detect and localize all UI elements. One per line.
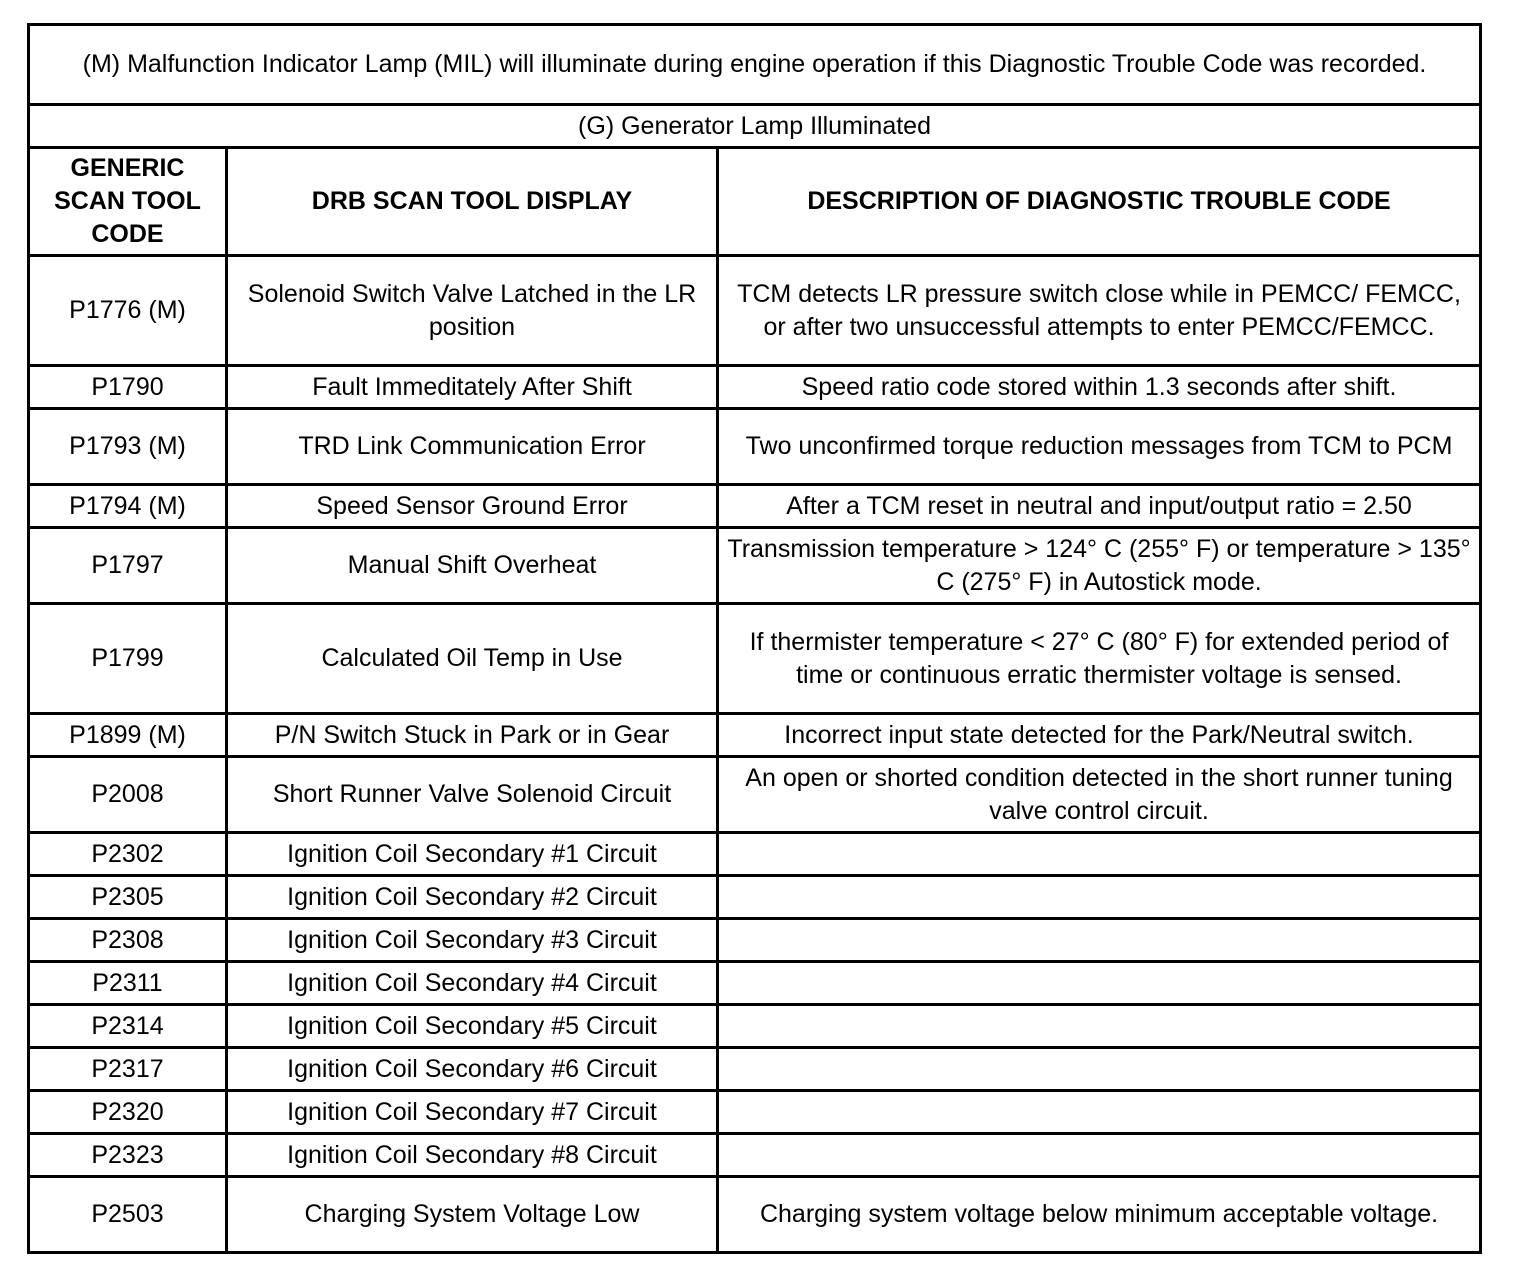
description-cell — [718, 1005, 1481, 1048]
dtc-code-cell: P2302 — [29, 833, 227, 876]
table-row — [29, 409, 1481, 485]
table-row — [29, 714, 1481, 757]
scan-tool-display-cell: Calculated Oil Temp in Use — [227, 604, 718, 714]
dtc-code-cell: P2320 — [29, 1091, 227, 1134]
header-description: DESCRIPTION OF DIAGNOSTIC TROUBLE CODE — [718, 148, 1481, 256]
description-cell: If thermister temperature < 27° C (80° F) for extended period of time or continuous erratic thermister voltage is sensed. — [718, 604, 1481, 714]
description-cell: Two unconfirmed torque reduction messages from TCM to PCM — [718, 409, 1481, 485]
scan-tool-display-cell: Ignition Coil Secondary #1 Circuit — [227, 833, 718, 876]
dtc-code-cell: P1899 (M) — [29, 714, 227, 757]
scan-tool-display-cell: Ignition Coil Secondary #6 Circuit — [227, 1048, 718, 1091]
description-cell: Speed ratio code stored within 1.3 seconds after shift. — [718, 366, 1481, 409]
dtc-code-cell: P1793 (M) — [29, 409, 227, 485]
note-row-mil — [29, 25, 1481, 105]
dtc-code-cell: P2317 — [29, 1048, 227, 1091]
table-row — [29, 528, 1481, 604]
dtc-code-cell: P1799 — [29, 604, 227, 714]
dtc-code-cell: P1776 (M) — [29, 256, 227, 366]
table-row — [29, 1134, 1481, 1177]
description-cell: Charging system voltage below minimum acceptable voltage. — [718, 1177, 1481, 1253]
scan-tool-display-cell: Ignition Coil Secondary #2 Circuit — [227, 876, 718, 919]
description-cell — [718, 919, 1481, 962]
dtc-code-cell: P1794 (M) — [29, 485, 227, 528]
dtc-code-cell: P2323 — [29, 1134, 227, 1177]
dtc-code-cell: P2308 — [29, 919, 227, 962]
dtc-code-cell: P1797 — [29, 528, 227, 604]
scan-tool-display-cell: Ignition Coil Secondary #3 Circuit — [227, 919, 718, 962]
table-row — [29, 962, 1481, 1005]
table-row — [29, 919, 1481, 962]
dtc-code-cell: P2314 — [29, 1005, 227, 1048]
table-row — [29, 1048, 1481, 1091]
description-cell — [718, 962, 1481, 1005]
dtc-code-cell: P2311 — [29, 962, 227, 1005]
description-cell: After a TCM reset in neutral and input/output ratio = 2.50 — [718, 485, 1481, 528]
table-row — [29, 604, 1481, 714]
scan-tool-display-cell: Speed Sensor Ground Error — [227, 485, 718, 528]
table-row — [29, 757, 1481, 833]
header-display: DRB SCAN TOOL DISPLAY — [227, 148, 718, 256]
description-cell — [718, 1134, 1481, 1177]
dtc-code-cell: P2305 — [29, 876, 227, 919]
note-row-generator — [29, 105, 1481, 148]
header-code: GENERIC SCAN TOOL CODE — [29, 148, 227, 256]
scan-tool-display-cell: Solenoid Switch Valve Latched in the LR position — [227, 256, 718, 366]
scan-tool-display-cell: Short Runner Valve Solenoid Circuit — [227, 757, 718, 833]
table-row — [29, 1005, 1481, 1048]
header-row — [29, 148, 1481, 256]
description-cell: Incorrect input state detected for the Park/Neutral switch. — [718, 714, 1481, 757]
dtc-code-cell: P2503 — [29, 1177, 227, 1253]
generator-note: (G) Generator Lamp Illuminated — [29, 105, 1481, 148]
table-row — [29, 1177, 1481, 1253]
table-row — [29, 366, 1481, 409]
scan-tool-display-cell: Charging System Voltage Low — [227, 1177, 718, 1253]
table-row — [29, 485, 1481, 528]
dtc-code-cell: P2008 — [29, 757, 227, 833]
table-row — [29, 833, 1481, 876]
scan-tool-display-cell: Ignition Coil Secondary #7 Circuit — [227, 1091, 718, 1134]
description-cell — [718, 876, 1481, 919]
scan-tool-display-cell: Ignition Coil Secondary #4 Circuit — [227, 962, 718, 1005]
scan-tool-display-cell: Ignition Coil Secondary #5 Circuit — [227, 1005, 718, 1048]
dtc-code-cell: P1790 — [29, 366, 227, 409]
description-cell: An open or shorted condition detected in the short runner tuning valve control circuit. — [718, 757, 1481, 833]
description-cell: TCM detects LR pressure switch close while in PEMCC/ FEMCC, or after two unsuccessful attempts to enter PEMCC/FEMCC. — [718, 256, 1481, 366]
table-row — [29, 876, 1481, 919]
scan-tool-display-cell: Manual Shift Overheat — [227, 528, 718, 604]
scan-tool-display-cell: Fault Immeditately After Shift — [227, 366, 718, 409]
description-cell — [718, 1048, 1481, 1091]
table-row — [29, 1091, 1481, 1134]
mil-note: (M) Malfunction Indicator Lamp (MIL) will illuminate during engine operation if this Diagnostic Trouble Code was recorded. — [29, 25, 1481, 105]
scan-tool-display-cell: P/N Switch Stuck in Park or in Gear — [227, 714, 718, 757]
scan-tool-display-cell: Ignition Coil Secondary #8 Circuit — [227, 1134, 718, 1177]
table-row — [29, 256, 1481, 366]
dtc-table — [27, 23, 1482, 1254]
description-cell — [718, 1091, 1481, 1134]
scan-tool-display-cell: TRD Link Communication Error — [227, 409, 718, 485]
description-cell: Transmission temperature > 124° C (255° F) or temperature > 135° C (275° F) in Autostick mode. — [718, 528, 1481, 604]
description-cell — [718, 833, 1481, 876]
